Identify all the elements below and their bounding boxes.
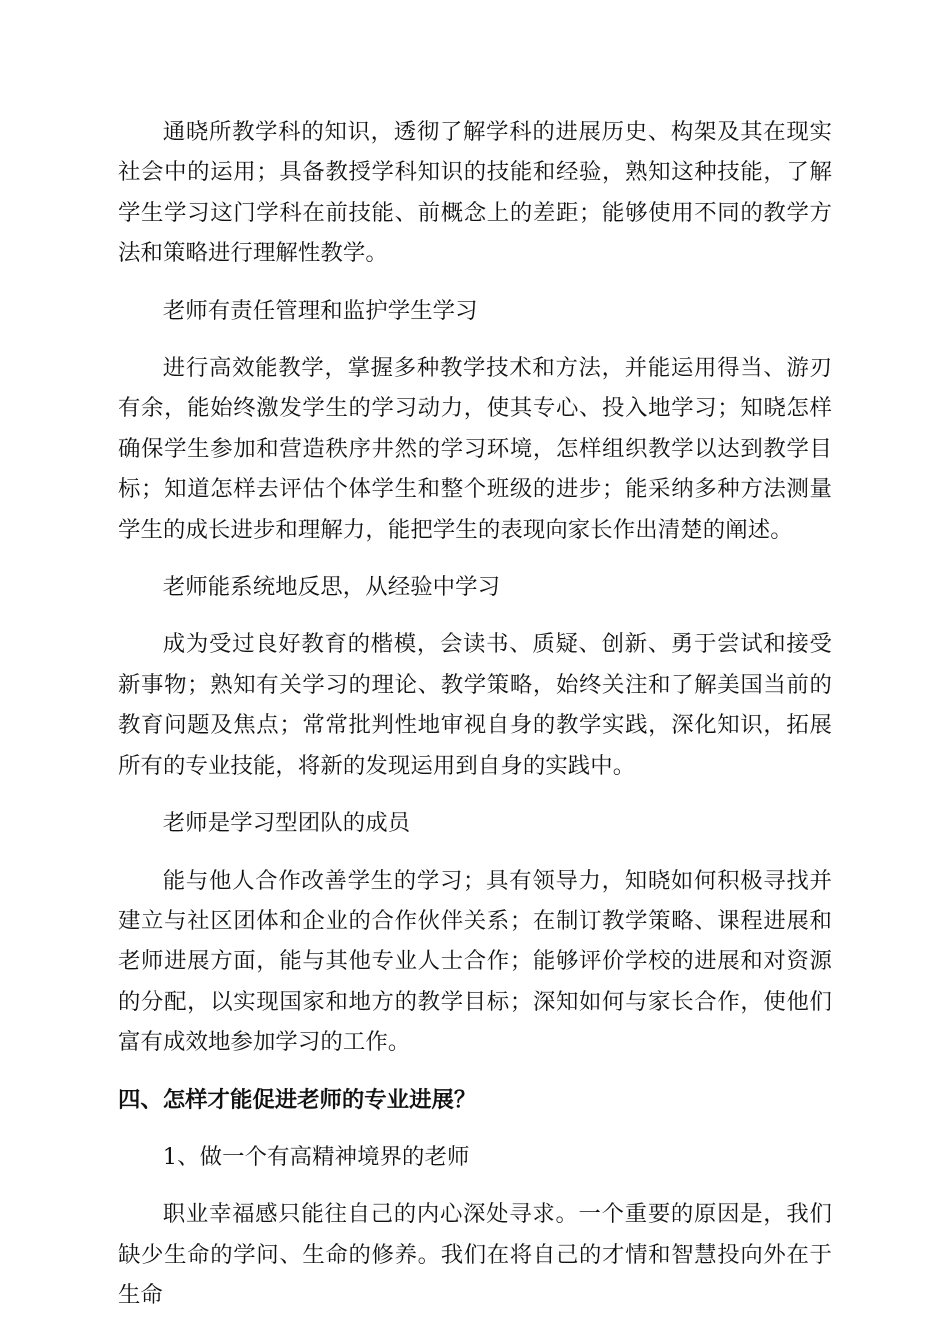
subheading-paragraph: 老师是学习型团队的成员 bbox=[162, 810, 411, 837]
body-paragraph: 进行高效能教学，掌握多种教学技术和方法，并能运用得当、游刃有余，能始终激发学生的学习动力，使其专心、投入地学习；知晓怎样确保学生参加和营造秩序井然的学习环境，怎样组织教学以达到教学目标；知道怎样去评估个体学生和整个班级的进步；能采纳多种方法测量学生的成长进步和理解力，能把学生的表现向家长作出清楚的阐述。 bbox=[118, 355, 832, 543]
body-paragraph: 能与他人合作改善学生的学习；具有领导力，知晓如何积极寻找并建立与社区团体和企业的合作伙伴关系；在制订教学策略、课程进展和老师进展方面，能与其他专业人士合作；能够评价学校的进展和对资源的分配，以实现国家和地方的教学目标；深知如何与家长合作，使他们富有成效地参加学习的工作。 bbox=[118, 867, 832, 1056]
subheading-paragraph: 老师有责任管理和监护学生学习 bbox=[162, 297, 478, 324]
section-heading: 四、怎样才能促进老师的专业进展？ bbox=[118, 1086, 477, 1113]
subheading-paragraph: 老师能系统地反思，从经验中学习 bbox=[162, 574, 501, 601]
document-page bbox=[118, 112, 832, 1333]
body-paragraph: 通晓所教学科的知识，透彻了解学科的进展历史、构架及其在现实社会中的运用；具备教授学科知识的技能和经验，熟知这种技能，了解学生学习这门学科在前技能、前概念上的差距；能够使用不同的教学方法和策略进行理解性教学。 bbox=[118, 119, 832, 267]
subheading-paragraph: 1、做一个有高精神境界的老师 bbox=[162, 1143, 470, 1170]
body-paragraph: 职业幸福感只能往自己的内心深处寻求。一个重要的原因是，我们缺少生命的学问、生命的修养。我们在将自己的才情和智慧投向外在于生命 bbox=[118, 1201, 832, 1309]
body-paragraph: 成为受过良好教育的楷模，会读书、质疑、创新、勇于尝试和接受新事物；熟知有关学习的理论、教学策略，始终关注和了解美国当前的教育问题及焦点；常常批判性地审视自身的教学实践，深化知识，拓展所有的专业技能，将新的发现运用到自身的实践中。 bbox=[118, 631, 832, 779]
